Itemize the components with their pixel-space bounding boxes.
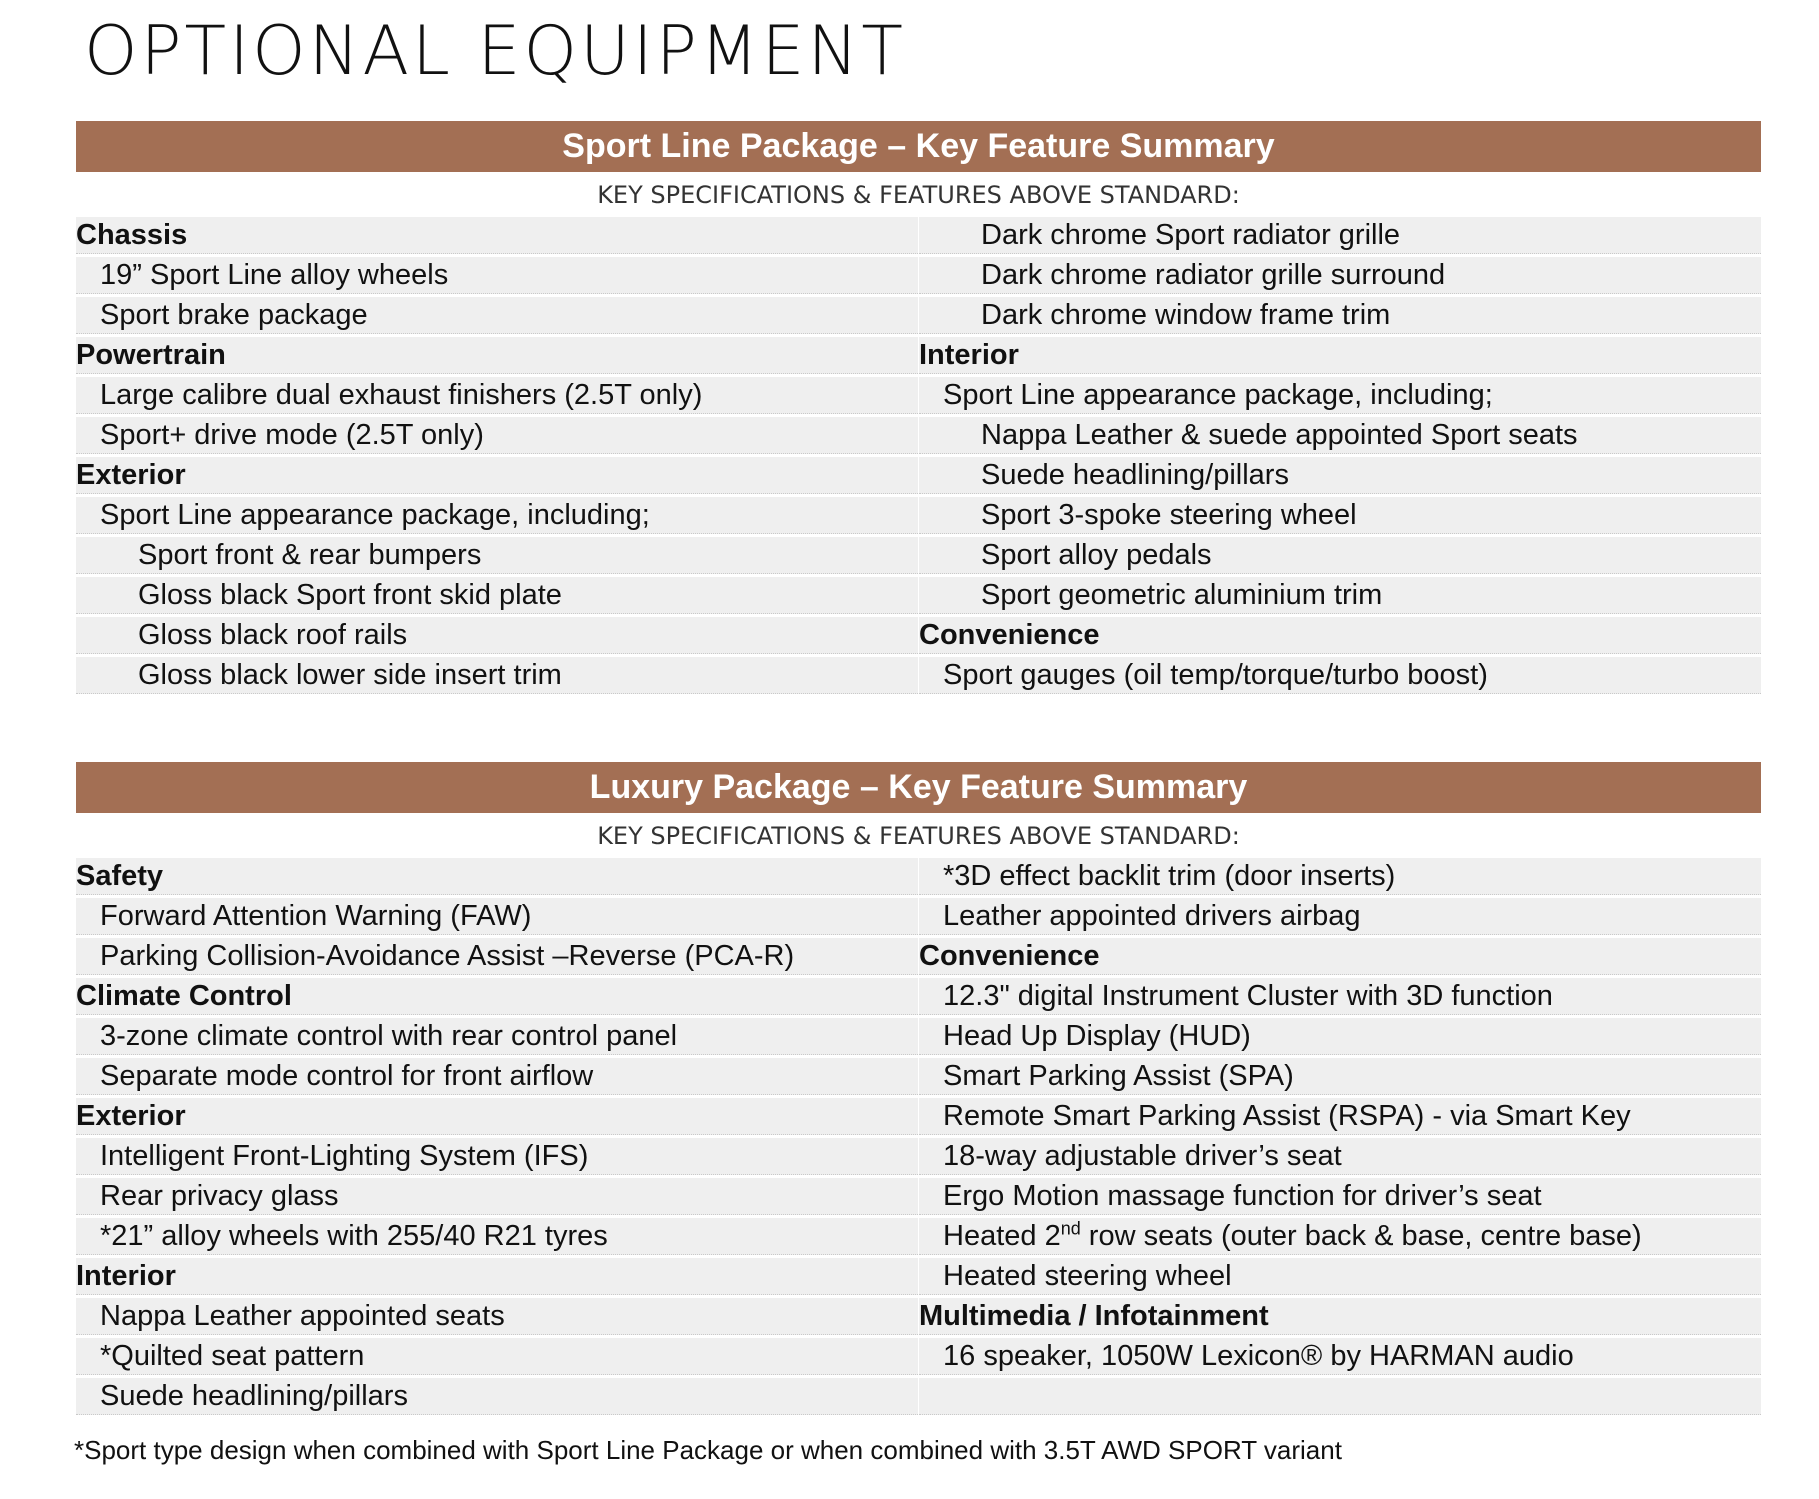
item-text: Sport 3-spoke steering wheel (981, 498, 1357, 531)
sport-line-subheading: KEY SPECIFICATIONS & FEATURES ABOVE STANDARD: (597, 181, 1240, 209)
feature-item-label (981, 459, 1289, 492)
item-text: Nappa Leather appointed seats (100, 1299, 505, 1332)
feature-item-label (138, 659, 562, 692)
feature-item (76, 1018, 918, 1055)
category-heading-label (76, 339, 226, 372)
feature-item-label (943, 659, 1488, 692)
item-text: Sport alloy pedals (981, 538, 1212, 571)
item-text: Gloss black roof rails (138, 618, 408, 651)
feature-item-label (100, 379, 702, 412)
feature-item-label (981, 219, 1400, 252)
item-text: Heated steering wheel (943, 1259, 1232, 1292)
feature-item-label (100, 940, 794, 973)
ordinal-superscript: nd (1060, 1217, 1081, 1238)
feature-item (919, 577, 1761, 614)
luxury-subheading: KEY SPECIFICATIONS & FEATURES ABOVE STANDARD: (597, 822, 1240, 850)
item-text: Dark chrome radiator grille surround (981, 258, 1446, 291)
feature-item-label (100, 1140, 588, 1173)
item-text: Dark chrome Sport radiator grille (981, 218, 1401, 251)
feature-item (76, 1178, 918, 1215)
item-text: Safety (76, 859, 164, 892)
feature-item-label (100, 259, 448, 292)
category-heading (76, 1098, 918, 1135)
feature-item-label (943, 900, 1361, 933)
feature-item-label (138, 579, 562, 612)
feature-item (919, 1058, 1761, 1095)
category-heading-label (76, 1100, 186, 1133)
item-text: Sport+ drive mode (2.5T only) (100, 418, 484, 451)
feature-item (76, 1378, 918, 1415)
sport-left-column (76, 217, 918, 697)
feature-item-label (100, 900, 531, 933)
feature-item-label (981, 419, 1578, 452)
feature-item (919, 217, 1761, 254)
item-text: 12.3" digital Instrument Cluster with 3D function (943, 979, 1553, 1012)
feature-item (76, 898, 918, 935)
item-text: *Quilted seat pattern (100, 1339, 365, 1372)
feature-item (76, 938, 918, 975)
feature-item-label (981, 539, 1212, 572)
feature-item-label (100, 1380, 408, 1413)
feature-item (76, 1338, 918, 1375)
feature-item (76, 497, 918, 534)
item-text: Sport gauges (oil temp/torque/turbo boost) (943, 658, 1488, 691)
feature-item (76, 1298, 918, 1335)
category-heading-label (919, 1300, 1269, 1333)
feature-item (76, 257, 918, 294)
category-heading (919, 617, 1761, 654)
feature-item-label (943, 1217, 1642, 1253)
item-text: 16 speaker, 1050W Lexicon® by HARMAN audio (943, 1339, 1574, 1372)
feature-item (919, 457, 1761, 494)
feature-item (919, 1138, 1761, 1175)
feature-item (76, 577, 918, 614)
item-text: Forward Attention Warning (FAW) (100, 899, 532, 932)
item-text: Nappa Leather & suede appointed Sport seats (981, 418, 1578, 451)
category-heading-label (76, 219, 187, 252)
feature-item-label (943, 860, 1395, 893)
item-text: Gloss black Sport front skid plate (138, 578, 562, 611)
feature-item-label (100, 1020, 677, 1053)
category-heading (919, 337, 1761, 374)
feature-item (919, 1258, 1761, 1295)
feature-item (919, 1178, 1761, 1215)
sport-line-package-banner: Sport Line Package – Key Feature Summary (76, 121, 1761, 172)
category-heading (76, 337, 918, 374)
feature-item (919, 297, 1761, 334)
feature-item-label (943, 980, 1553, 1013)
category-heading-label (76, 459, 186, 492)
item-text: Multimedia / Infotainment (919, 1299, 1269, 1332)
item-text: Convenience (919, 939, 1100, 972)
item-text: Interior (919, 338, 1019, 371)
feature-item (919, 537, 1761, 574)
feature-item-label (981, 299, 1390, 332)
feature-item-label (943, 1180, 1542, 1213)
item-text: 18-way adjustable driver’s seat (943, 1139, 1342, 1172)
category-heading (76, 858, 918, 895)
feature-item-label (100, 299, 368, 332)
item-text: Remote Smart Parking Assist (RSPA) - via Smart Key (943, 1099, 1631, 1132)
item-text: Leather appointed drivers airbag (943, 899, 1361, 932)
page-title: OPTIONAL EQUIPMENT (84, 12, 906, 91)
luxury-package-banner: Luxury Package – Key Feature Summary (76, 762, 1761, 813)
sport-line-package-section (76, 121, 1761, 697)
item-text: *3D effect backlit trim (door inserts) (943, 859, 1396, 892)
category-heading (919, 1298, 1761, 1335)
feature-item (919, 657, 1761, 694)
item-text: Convenience (919, 618, 1100, 651)
item-text: Head Up Display (HUD) (943, 1019, 1251, 1052)
category-heading-label (919, 339, 1019, 372)
category-heading (76, 217, 918, 254)
item-text: Suede headlining/pillars (981, 458, 1289, 491)
feature-item-label (981, 579, 1382, 612)
feature-item (919, 1098, 1761, 1135)
feature-item-label (100, 499, 650, 532)
footnote: *Sport type design when combined with Sport Line Package or when combined with 3.5T AWD SPORT variant (74, 1435, 1342, 1465)
item-text: Exterior (76, 1099, 186, 1132)
item-text: Heated 2 (943, 1219, 1061, 1252)
item-text: Powertrain (76, 338, 226, 371)
feature-item-label (100, 1300, 505, 1333)
sport-right-column (919, 217, 1761, 697)
category-heading (76, 1258, 918, 1295)
feature-item (919, 497, 1761, 534)
item-text: Sport front & rear bumpers (138, 538, 482, 571)
item-text: Dark chrome window frame trim (981, 298, 1391, 331)
category-heading (919, 938, 1761, 975)
feature-item (76, 1058, 918, 1095)
feature-item-label (943, 1060, 1294, 1093)
item-text: Separate mode control for front airflow (100, 1059, 594, 1092)
luxury-right-column (919, 858, 1761, 1418)
item-text: Sport Line appearance package, including; (943, 378, 1493, 411)
feature-item (76, 617, 918, 654)
feature-item (919, 377, 1761, 414)
feature-item (76, 657, 918, 694)
category-heading (76, 457, 918, 494)
item-text-continued: row seats (outer back & base, centre base) (1080, 1219, 1642, 1252)
category-heading-label (919, 940, 1100, 973)
feature-item (919, 257, 1761, 294)
feature-item-label (100, 1220, 608, 1253)
item-text: 3-zone climate control with rear control panel (100, 1019, 678, 1052)
feature-item-label (943, 1100, 1631, 1133)
item-text: 19” Sport Line alloy wheels (100, 258, 449, 291)
feature-item-label (943, 1340, 1574, 1373)
empty-row (919, 1378, 1761, 1415)
feature-item-label (943, 379, 1493, 412)
item-text: Intelligent Front-Lighting System (IFS) (100, 1139, 589, 1172)
feature-item (76, 1138, 918, 1175)
category-heading-label (76, 860, 163, 893)
item-text: Suede headlining/pillars (100, 1379, 408, 1412)
item-text: Sport brake package (100, 298, 368, 331)
item-text: Rear privacy glass (100, 1179, 339, 1212)
feature-item (919, 858, 1761, 895)
item-text: *21” alloy wheels with 255/40 R21 tyres (100, 1219, 608, 1252)
feature-item-label (943, 1140, 1342, 1173)
feature-item-label (943, 1260, 1232, 1293)
luxury-package-section (76, 762, 1761, 1418)
feature-item-label (981, 259, 1445, 292)
category-heading-label (919, 619, 1100, 652)
feature-item (76, 297, 918, 334)
feature-item (919, 1218, 1761, 1255)
item-text: Ergo Motion massage function for driver’s seat (943, 1179, 1542, 1212)
category-heading (76, 978, 918, 1015)
feature-item-label (100, 1340, 364, 1373)
item-text: Sport geometric aluminium trim (981, 578, 1383, 611)
feature-item-label (981, 499, 1357, 532)
item-text: Smart Parking Assist (SPA) (943, 1059, 1294, 1092)
luxury-left-column (76, 858, 918, 1418)
feature-item-label (138, 619, 407, 652)
item-text: Chassis (76, 218, 188, 251)
feature-item (919, 417, 1761, 454)
feature-item (76, 417, 918, 454)
feature-item-label (138, 539, 481, 572)
item-text: Exterior (76, 458, 186, 491)
feature-item (76, 1218, 918, 1255)
item-text: Sport Line appearance package, including; (100, 498, 650, 531)
item-text: Large calibre dual exhaust finishers (2.5T only) (100, 378, 703, 411)
item-text: Parking Collision-Avoidance Assist –Reverse (PCA-R) (100, 939, 795, 972)
item-text: Climate Control (76, 979, 292, 1012)
feature-item (76, 537, 918, 574)
feature-item-label (100, 1180, 339, 1213)
feature-item-label (100, 419, 484, 452)
feature-item (919, 978, 1761, 1015)
item-text: Gloss black lower side insert trim (138, 658, 562, 691)
feature-item (919, 898, 1761, 935)
category-heading-label (76, 980, 292, 1013)
feature-item-label (100, 1060, 593, 1093)
feature-item (919, 1018, 1761, 1055)
feature-item-label (943, 1020, 1251, 1053)
feature-item (76, 377, 918, 414)
category-heading-label (76, 1260, 176, 1293)
item-text: Interior (76, 1259, 176, 1292)
feature-item (919, 1338, 1761, 1375)
